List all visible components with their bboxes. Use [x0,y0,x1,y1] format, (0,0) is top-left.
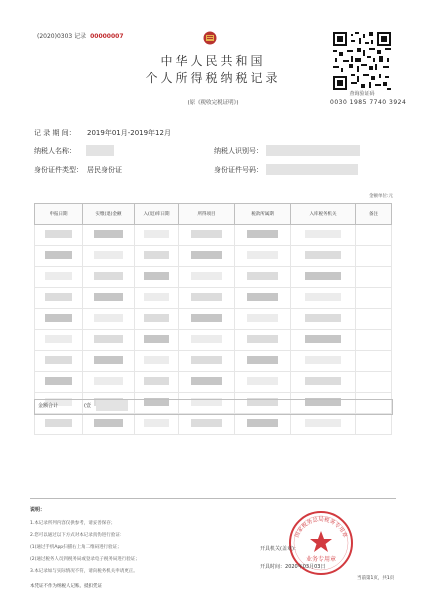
table-cell [35,309,83,330]
table-cell [356,225,392,246]
table-cell [179,309,235,330]
date-label: 开具时间： [260,564,286,570]
table-cell [83,246,135,267]
note-item: (1)通过手机App扫描右上角二维码进行验证； [30,545,122,550]
page-indicator: 当前第1页，共1页 [357,576,395,581]
document-code [37,31,124,40]
table-row [35,225,392,246]
redacted-value [305,314,341,322]
redacted-value [144,293,168,301]
unit-label: 金额单位:元 [368,194,393,199]
table-cell [235,309,291,330]
table-header-row [35,204,392,225]
table-row [35,309,392,330]
table-cell [35,246,83,267]
table-cell [135,372,179,393]
table-cell [135,246,179,267]
note-item: 1.本记录所列内容仅供参考，请妥善保存； [30,521,116,526]
table-cell [35,330,83,351]
redacted-value [144,419,168,427]
redacted-value [144,314,168,322]
issue-date [260,563,325,570]
table-cell [35,267,83,288]
title-line1: 中华人民共和国 [160,54,266,68]
serial-number: 00000007 [90,33,124,40]
table-cell [291,330,356,351]
redacted-value [191,230,222,238]
table-cell [291,351,356,372]
redacted-value [144,356,168,364]
redacted-value [191,377,222,385]
title-line2: 个人所得税纳税记录 [145,71,281,85]
note-item: 3.本记录如与实际情况不符，请向税务机关申请更正。 [30,569,138,574]
table-cell [135,414,179,435]
redacted-value [45,230,71,238]
table-cell [35,225,83,246]
stamp-ring-text: 国家税务总局税务专用章 [294,517,348,539]
period-label: 记 录 期 间： [34,129,76,137]
redacted-value [94,419,123,427]
qr-caption: 查询验证码 [349,91,375,97]
table-cell [356,351,392,372]
redacted-value [45,377,71,385]
redacted-value [305,293,341,301]
redacted-value [191,335,222,343]
table-cell [235,414,291,435]
table-cell [179,267,235,288]
agency-label: 开具机关(盖章)： [260,546,299,552]
footer-note: 本凭证不作为纳税人记账、抵扣凭证 [30,584,102,589]
redacted-value [247,377,278,385]
date-value: 2020年03月03日 [285,564,326,570]
col-header: 申报日期 [35,204,83,225]
total-redacted [96,400,128,411]
table-row [35,330,392,351]
table-cell [179,225,235,246]
table-cell [291,288,356,309]
table-cell [291,414,356,435]
table-cell [235,330,291,351]
redacted-value [191,314,222,322]
col-header: 入库税务机关 [291,204,356,225]
table-cell [135,330,179,351]
table-cell [83,288,135,309]
notes-heading: 说明： [30,507,46,513]
redacted-value [191,251,222,259]
table-cell [35,351,83,372]
table-cell [83,372,135,393]
col-header: 税款所属期 [235,204,291,225]
table-cell [83,351,135,372]
redacted-value [94,251,123,259]
redacted-value [94,314,123,322]
table-cell [356,330,392,351]
table-cell [135,267,179,288]
redacted-value [247,314,278,322]
table-cell [135,351,179,372]
table-cell [179,288,235,309]
table-row [35,372,392,393]
redacted-value [94,230,123,238]
national-emblem-icon [203,31,217,45]
table-cell [291,309,356,330]
table-cell [235,372,291,393]
redacted-value [94,272,123,280]
redacted-value [94,356,123,364]
redacted-value [94,335,123,343]
table-cell [235,246,291,267]
note-item: (2)通过税务人员到税务局或登录电子税务局进行验证； [30,557,140,562]
redacted-value [144,230,168,238]
table-row [35,246,392,267]
table-cell [83,309,135,330]
table-cell [35,288,83,309]
table-cell [35,372,83,393]
redacted-value [247,419,278,427]
table-cell [291,372,356,393]
col-header: 所得项目 [179,204,235,225]
redacted-value [305,419,341,427]
taxid-label: 纳税人识别号： [214,147,263,155]
idnum-redacted [266,164,358,175]
doc-code-text: (2020)0303 [37,33,73,40]
table-cell [83,225,135,246]
redacted-value [94,377,123,385]
redacted-value [305,230,341,238]
redacted-value [144,272,168,280]
verification-code: 0030 1985 7740 3924 [330,99,407,106]
redacted-value [45,335,71,343]
redacted-value [45,293,71,301]
name-redacted [86,145,114,156]
redacted-value [144,251,168,259]
redacted-value [144,377,168,385]
table-cell [291,246,356,267]
idtype-label: 身份证件类型： [34,166,83,174]
col-header: 入(退)库日期 [135,204,179,225]
taxid-redacted [266,145,360,156]
name-label: 纳税人名称： [34,147,76,155]
redacted-value [191,272,222,280]
table-row [35,351,392,372]
redacted-value [305,251,341,259]
period-value: 2019年01月-2019年12月 [87,129,171,137]
total-value: (壹 [84,403,91,409]
divider [30,498,396,499]
table-cell [356,267,392,288]
redacted-value [45,419,71,427]
table-cell [135,309,179,330]
table-cell [235,351,291,372]
table-cell [83,267,135,288]
redacted-value [247,272,278,280]
idtype-value: 居民身份证 [87,166,122,174]
redacted-value [144,335,168,343]
table-cell [356,246,392,267]
col-header: 备注 [356,204,392,225]
redacted-value [247,251,278,259]
redacted-value [305,335,341,343]
stamp-center-text: 业务专用章 [305,556,337,563]
redacted-value [305,272,341,280]
table-row [35,414,392,435]
table-cell [235,288,291,309]
redacted-value [305,377,341,385]
table-cell [356,372,392,393]
redacted-value [247,335,278,343]
redacted-value [45,272,71,280]
redacted-value [247,356,278,364]
record-label: 记录 [74,33,87,40]
table-cell [291,267,356,288]
redacted-value [45,314,71,322]
redacted-value [191,419,222,427]
table-cell [235,225,291,246]
redacted-value [305,356,341,364]
table-cell [135,225,179,246]
qr-code-icon [333,32,391,90]
redacted-value [191,293,222,301]
table-cell [356,414,392,435]
subtitle: (原《税收完税证明》) [187,100,239,106]
table-cell [135,288,179,309]
redacted-value [45,251,71,259]
total-label: 金额合计 [38,403,59,409]
redacted-value [45,356,71,364]
redacted-value [247,230,278,238]
table-cell [179,372,235,393]
table-cell [83,330,135,351]
table-cell [179,246,235,267]
table-cell [179,330,235,351]
table-row [35,267,392,288]
table-cell [179,351,235,372]
table-cell [83,414,135,435]
table-cell [356,309,392,330]
table-cell [235,267,291,288]
col-header: 实缴(退)金额 [83,204,135,225]
table-cell [356,288,392,309]
table-cell [35,414,83,435]
table-cell [291,225,356,246]
table-cell [179,414,235,435]
redacted-value [191,356,222,364]
redacted-value [94,293,123,301]
table-row [35,288,392,309]
redacted-value [247,293,278,301]
idnum-label: 身份证件号码： [214,166,263,174]
note-item: 2.您可以通过以下方式对本记录真伪进行验证： [30,533,125,538]
